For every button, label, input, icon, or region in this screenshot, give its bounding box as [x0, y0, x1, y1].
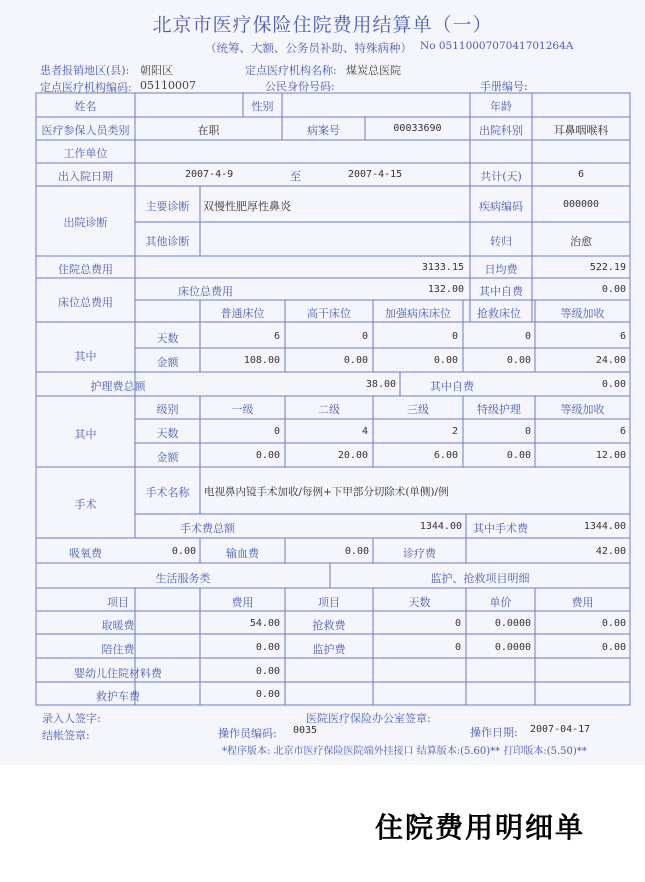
heating-fee-label: 取暖费 [101, 619, 135, 632]
nursing-days-special: 0 [524, 426, 531, 437]
bed-amount-senior: 0.00 [343, 355, 368, 366]
nursing-col-level2: 二级 [318, 403, 340, 416]
main-diagnosis-value: 双慢性肥厚性鼻炎 [203, 200, 291, 213]
surgery-name-value: 电视鼻内镜手术加收/每例+下甲部分切除术(单侧)/例 [204, 486, 449, 498]
bed-days-grade-extra: 6 [619, 331, 626, 342]
monitor-rescue-label: 监护、抢救项目明细 [430, 572, 530, 585]
monitor-price-value: 0.0000 [494, 642, 531, 653]
item2-col-label: 项目 [318, 596, 340, 609]
nursing-days-level3: 2 [451, 426, 458, 437]
bed-amount-intensive: 0.00 [433, 355, 458, 366]
ambulance-fee-label: 救护车费 [96, 690, 140, 703]
bed-total-value: 132.00 [427, 284, 464, 295]
handbook-label: 手册编号: [480, 80, 528, 93]
nursing-amount-label: 金额 [156, 451, 179, 464]
daily-cost-label: 日均费 [484, 263, 518, 276]
settlement-seal-label: 结帐签章: [42, 729, 90, 742]
rescue-fee-value: 0.00 [601, 618, 626, 629]
surgery-name-label: 手术名称 [145, 486, 190, 499]
bed-self-pay-value: 0.00 [601, 284, 626, 295]
disease-code-label: 疾病编码 [479, 200, 523, 213]
bed-amount-grade-extra: 24.00 [595, 355, 626, 366]
oxygen-fee-label: 吸氧费 [69, 547, 102, 560]
area-label: 患者报销地区(县): [40, 64, 130, 77]
nursing-days-level1: 0 [273, 426, 280, 437]
bed-of-which-label: 其中 [74, 350, 97, 363]
operation-date-label: 操作日期: [470, 726, 518, 739]
infant-material-fee-value: 0.00 [255, 666, 280, 677]
nursing-self-pay-value: 0.00 [601, 379, 626, 390]
category-value: 在职 [197, 124, 220, 137]
age-label: 年龄 [490, 100, 512, 113]
operation-date-value: 2007-04-17 [530, 724, 591, 735]
bed-total-label: 床位总费用 [58, 296, 113, 309]
code-value: 05110007 [140, 79, 196, 92]
nursing-col-level1: 一级 [231, 403, 254, 416]
operator-code-value: 0035 [293, 725, 318, 736]
nursing-total-label: 护理费总额 [90, 380, 146, 393]
main-diagnosis-label: 主要诊断 [145, 200, 190, 213]
total-days-value: 6 [577, 169, 585, 180]
rescue-fee-label: 抢救费 [312, 619, 346, 632]
surgery-fee-label: 其中手术费 [473, 522, 528, 535]
monitor-fee-label: 监护费 [312, 643, 346, 656]
work-unit-label: 工作单位 [63, 147, 108, 160]
transfusion-fee-label: 输血费 [226, 547, 259, 560]
nursing-days-label: 天数 [156, 427, 179, 440]
case-value: 00033690 [393, 123, 442, 134]
rescue-days-value: 0 [454, 618, 461, 629]
category-label: 医疗参保人员类别 [41, 124, 130, 137]
bed-total-inner-label: 床位总费用 [178, 285, 233, 298]
program-version: *程序版本: 北京市医疗保险医院端外挂接口 结算版本:(5.60)** 打印版本:(5.50)** [222, 746, 587, 757]
bed-amount-regular: 108.00 [243, 355, 280, 366]
document-number: No 051100070704170126​4A [420, 40, 574, 52]
dept-label: 出院科别 [479, 124, 523, 137]
nursing-amount-level2: 20.00 [337, 450, 368, 461]
nursing-col-special: 特级护理 [477, 403, 521, 416]
nursing-amount-special: 0.00 [506, 450, 531, 461]
bed-col-senior: 高干床位 [307, 307, 351, 320]
living-services-label: 生活服务类 [155, 572, 211, 585]
discharge-date: 2007-4-15 [348, 169, 403, 180]
bed-col-regular: 普通床位 [220, 307, 265, 320]
nursing-amount-level3: 6.00 [433, 450, 458, 461]
surgery-label: 手术 [74, 498, 97, 511]
rescue-price-value: 0.0000 [494, 618, 531, 629]
bed-days-rescue: 0 [524, 331, 531, 342]
nursing-days-level2: 4 [361, 426, 368, 437]
bed-col-rescue: 抢救床位 [477, 307, 521, 320]
nursing-total-value: 38.00 [365, 379, 396, 390]
bed-days-senior: 0 [361, 331, 368, 342]
outcome-value: 治愈 [570, 235, 592, 248]
nursing-days-grade-extra: 6 [619, 426, 626, 437]
escort-fee-value: 0.00 [255, 642, 280, 653]
nursing-of-which-label: 其中 [74, 428, 97, 441]
disease-code-value: 000000 [562, 199, 600, 210]
heating-fee-value: 54.00 [249, 618, 280, 629]
outcome-label: 转归 [490, 235, 512, 248]
bed-amount-rescue: 0.00 [506, 355, 531, 366]
nursing-col-level3: 三级 [407, 403, 429, 416]
unit-price-col-label: 单价 [489, 596, 512, 609]
nursing-level-label: 级别 [156, 403, 179, 416]
other-diagnosis-label: 其他诊断 [145, 235, 190, 248]
nursing-self-pay-label: 其中自费 [430, 380, 474, 393]
date-to-label: 至 [290, 170, 301, 183]
entry-signature-label: 录入人签字: [42, 712, 101, 725]
daily-cost-value: 522.19 [589, 262, 626, 273]
form-title: 北京市医疗保险住院费用结算单（一） [152, 14, 493, 36]
hospital-value: 煤炭总医院 [346, 64, 401, 77]
oxygen-fee-value: 0.00 [171, 546, 196, 557]
fee2-col-label: 费用 [571, 596, 594, 609]
exam-fee-value: 42.00 [595, 546, 626, 557]
total-days-label: 共计(天) [480, 170, 522, 183]
surgery-total-label: 手术费总额 [180, 522, 235, 535]
monitor-fee-value: 0.00 [601, 642, 626, 653]
gender-label: 性别 [251, 100, 274, 113]
fee-col-label: 费用 [231, 596, 254, 609]
surgery-total-value: 1344.00 [419, 521, 462, 532]
admission-date: 2007-4-9 [185, 169, 234, 180]
ambulance-fee-value: 0.00 [255, 689, 280, 700]
nursing-amount-grade-extra: 12.00 [595, 450, 626, 461]
id-label: 公民身份号码: [265, 80, 335, 93]
code-label: 定点医疗机构编码: [40, 81, 132, 94]
monitor-days-value: 0 [454, 642, 461, 653]
caption-text: 住院费用明细单 [375, 811, 586, 844]
diagnosis-label: 出院诊断 [63, 216, 108, 229]
bed-amount-label: 金额 [156, 356, 179, 369]
bed-days-intensive: 0 [451, 331, 458, 342]
infant-material-fee-label: 婴幼儿住院材料费 [74, 667, 162, 680]
dates-label: 出入院日期 [58, 170, 113, 183]
case-label: 病案号 [307, 124, 340, 137]
bed-col-grade-extra: 等级加收 [560, 307, 605, 320]
bed-self-pay-label: 其中自费 [479, 285, 523, 298]
dept-value: 耳鼻咽喉科 [553, 124, 609, 137]
days2-col-label: 天数 [408, 596, 431, 609]
nursing-col-grade-extra: 等级加收 [560, 403, 605, 416]
form-subtitle: （统筹、大额、公务员补助、特殊病种） [205, 41, 412, 55]
bed-col-intensive: 加强病床床位 [385, 307, 451, 320]
office-seal-label: 医院医疗保险办公室签章: [306, 712, 431, 725]
hospital-label: 定点医疗机构名称: [245, 64, 337, 77]
area-value: 朝阳区 [140, 64, 173, 77]
transfusion-fee-value: 0.00 [344, 546, 369, 557]
bed-days-label: 天数 [156, 332, 179, 345]
exam-fee-label: 诊疗费 [403, 547, 436, 560]
item-col-label: 项目 [107, 596, 129, 609]
total-cost-label: 住院总费用 [58, 263, 113, 276]
surgery-fee-value: 1344.00 [583, 521, 626, 532]
operator-code-label: 操作员编码: [218, 727, 277, 740]
name-label: 姓名 [74, 100, 97, 113]
nursing-amount-level1: 0.00 [255, 450, 280, 461]
escort-fee-label: 陪住费 [101, 643, 135, 656]
bed-days-regular: 6 [273, 331, 280, 342]
total-cost-value: 3133.15 [421, 262, 464, 273]
